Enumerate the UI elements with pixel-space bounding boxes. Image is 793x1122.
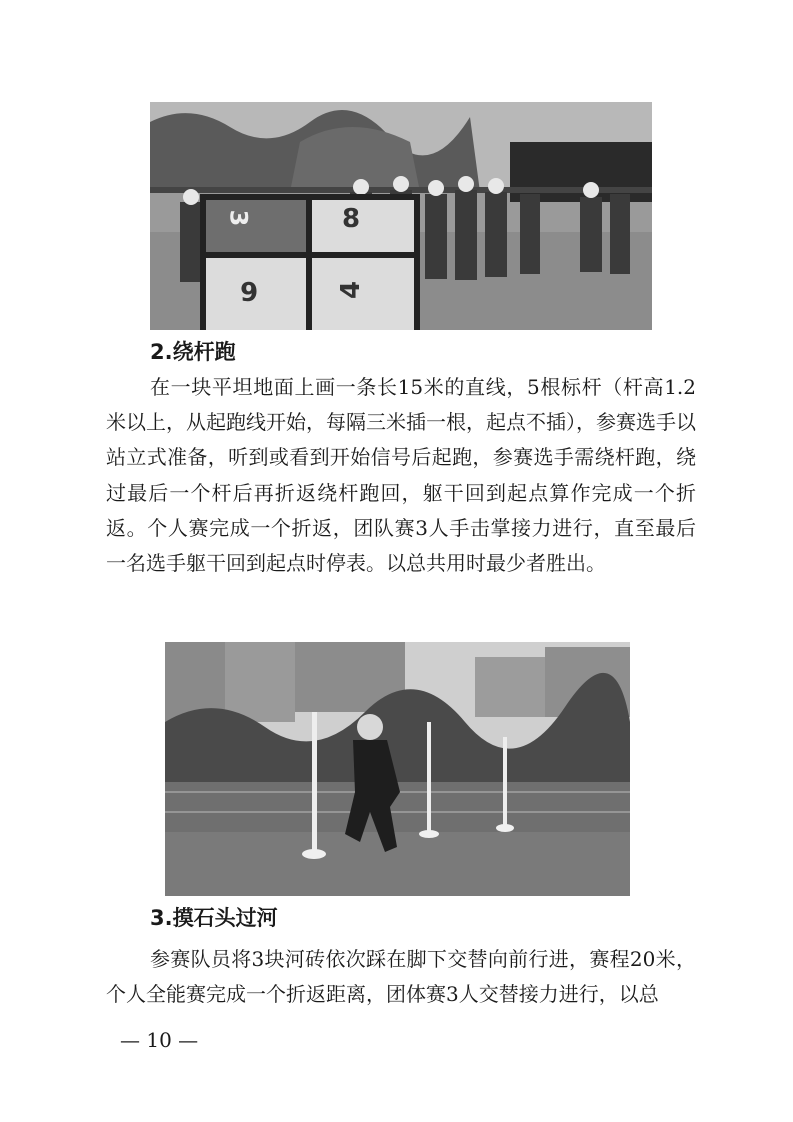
page-number: — 10 — (120, 1028, 199, 1052)
board-number-top-right: 8 (342, 204, 361, 234)
photo-pole-run (165, 642, 630, 896)
board-number-bottom-right: 4 (336, 280, 367, 300)
section-heading-cross-river: 3.摸石头过河 (150, 906, 278, 930)
board-number-bottom-left: 6 (240, 275, 259, 305)
section-paragraph-pole-run: 在一块平坦地面上画一条长15米的直线，5根标杆（杆高1.2米以上，从起跑线开始，每隔三米插一根，起点不插），参赛选手以站立式准备，听到或看到开始信号后起跑，参赛选手需绕杆跑，绕过最后一个杆后再折返绕杆跑回，躯干回到起点算作完成一个折返。个人赛完成一个折返，团队赛3人手击掌接力进行，直至最后一名选手躯干回到起点时停表。以总共用时最少者胜出。 (106, 375, 696, 576)
section-paragraph-cross-river: 参赛队员将3块河砖依次踩在脚下交替向前行进，赛程20米，个人全能赛完成一个折返距离，团体赛3人交替接力进行，以总 (106, 947, 696, 1007)
board-number-top-left: 3 (224, 209, 253, 227)
section-heading-pole-run: 2.绕杆跑 (150, 340, 236, 364)
